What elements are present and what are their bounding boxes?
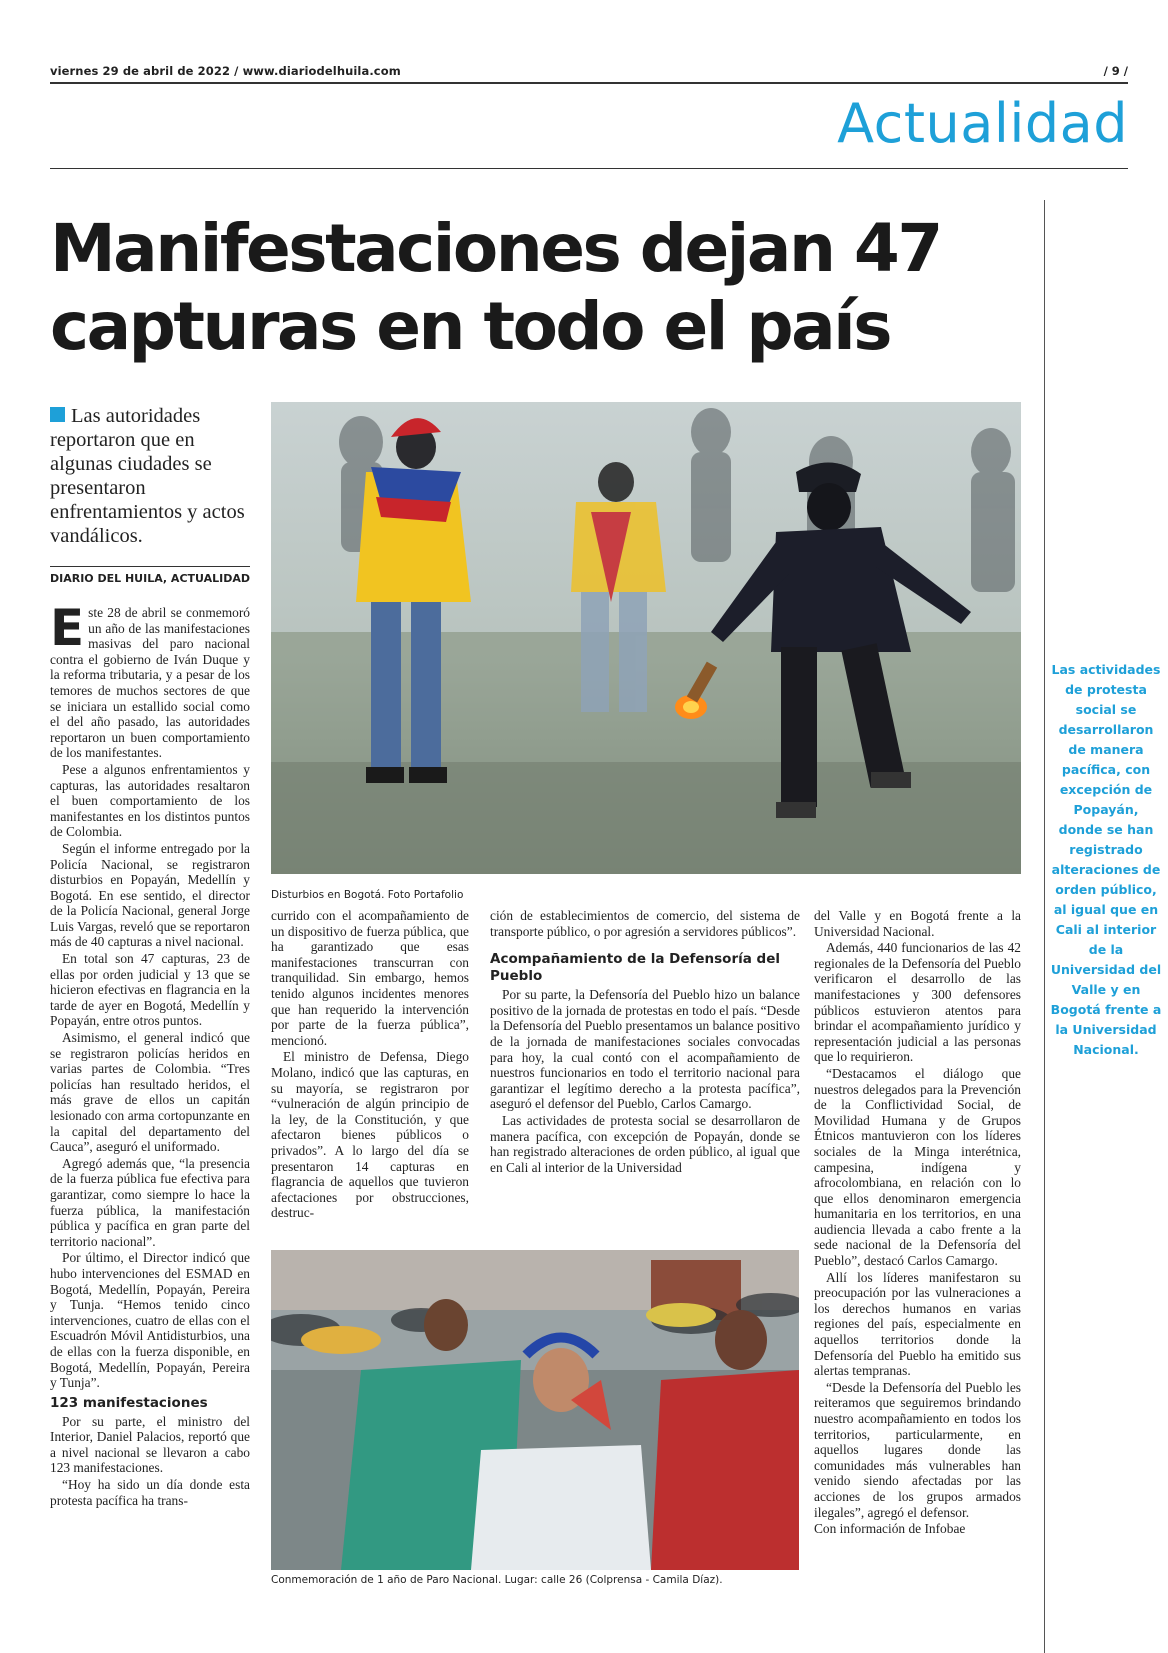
paragraph: ción de establecimientos de comercio, del sistema de transporte público, o por agresión a servidores públicos”.: [490, 908, 800, 939]
article-column-4: [814, 908, 1021, 1538]
issue-date-and-site: viernes 29 de abril de 2022 / www.diariodelhuila.com: [50, 64, 401, 78]
paragraph: “Hoy ha sido un día donde esta protesta pacífica ha trans-: [50, 1477, 250, 1508]
article-column-3: [490, 908, 800, 1176]
paragraph: Las actividades de protesta social se desarrollaron de manera pacífica, con excepción de Popayán, donde se han registrado alteraciones de orden público, al igual que en Cali al interior de la Universidad: [490, 1112, 800, 1175]
paragraph: “Desde la Defensoría del Pueblo les reiteramos que seguiremos brindando nuestro acompañamiento en todos los territorios, particularmente, en aquellos lugares donde las comunidades más vulnerables han venido siendo afectadas por las acciones de los grupos armados ilegales”, agregó el defensor.: [814, 1379, 1021, 1520]
subheading: Acompañamiento de la Defensoría del Pueblo: [490, 951, 780, 985]
commemoration-photo-illustration: [271, 1250, 799, 1570]
paragraph: Además, 440 funcionarios de las 42 regionales de la Defensoría del Pueblo verificaron el desarrollo de las manifestaciones y 300 defensores públicos estuvieron atentos para brindar el acompañamiento jurídico y representación judicial a las personas que lo requirieron.: [814, 940, 1021, 1065]
paragraph: Agregó además que, “la presencia de la fuerza pública fue efectiva para garantizar, como siempre lo hace la fuerza pública, la manifestación pública y pacífica en gran parte del territorio nacional”.: [50, 1155, 250, 1249]
paragraph: Este 28 de abril se conmemoró un año de las manifestaciones masivas del paro nacional contra el gobierno de Iván Duque y la reforma tributaria, y a pesar de los temores de muchos sectores de que se iniciara un estallido social como el del año pasado, las autoridades reportaron un buen comportamiento de los manifestantes.: [50, 599, 250, 761]
section-title: Actualidad: [837, 92, 1128, 155]
riot-photo: [271, 402, 1021, 874]
headline: [50, 210, 1040, 366]
paragraph: Por su parte, el ministro del Interior, Daniel Palacios, reportó que a nivel nacional se llevaron a cabo 123 manifestaciones.: [50, 1413, 250, 1476]
lead-rule: [50, 566, 250, 567]
subheading: 123 manifestaciones: [50, 1394, 208, 1411]
headline-line-2: capturas en todo el país: [50, 288, 891, 365]
paragraph: Allí los líderes manifestaron su preocupación por las vulneraciones a los derechos humanos en varias regiones del país, especialmente en aquellos territorios donde la Defensoría del Pueblo ha emitido sus alertas tempranas.: [814, 1269, 1021, 1379]
lead-text: Las autoridades reportaron que en algunas ciudades se presentaron enfrentamientos y actos vandálicos.: [50, 405, 245, 547]
section-rule: [50, 168, 1128, 169]
pull-quote: Las actividades de protesta social se desarrollaron de manera pacífica, con excepción de Popayán, donde se han registrado alteraciones de orden público, al igual que en Cali al interior de la Universidad del Valle y en Bogotá frente a la Universidad Nacional.: [1050, 662, 1162, 1057]
page-number: / 9 /: [1103, 64, 1128, 78]
drop-cap: E: [50, 599, 85, 657]
paragraph: Con información de Infobae: [814, 1521, 966, 1537]
lead-square-icon: [50, 407, 65, 422]
photo-caption: Disturbios en Bogotá. Foto Portafolio: [271, 889, 464, 901]
article-column-1: [50, 599, 250, 1509]
paragraph: “Destacamos el diálogo que nuestros delegados para la Prevención de la Conflictividad Social, de Movilidad Humana y de Grupos Étnicos mantuvieron con los líderes sociales de la Minga interétnica, campesina, indígena y afrocolombiana, en relación con lo que ellos denominaron emergencia humanitaria en los territorios, en una audiencia llevada a cabo frente a la sede nacional de la Defensoría del Pueblo”, destacó Carlos Camargo.: [814, 1065, 1021, 1269]
paragraph: currido con el acompañamiento de un dispositivo de fuerza pública, que ha garantizado que esas manifestaciones transcurran con tranquilidad. Sin embargo, hemos tenido algunos incidentes menores que han requerido la intervención por parte de la fuerza pública”, mencionó.: [271, 908, 469, 1048]
headline-line-1: Manifestaciones dejan 47: [50, 210, 941, 287]
photo-caption: Conmemoración de 1 año de Paro Nacional. Lugar: calle 26 (Colprensa - Camila Díaz).: [271, 1574, 723, 1586]
paragraph: Pese a algunos enfrentamientos y capturas, las autoridades resaltaron el buen comportamiento de los manifestantes en los distintos puntos de Colombia.: [50, 761, 250, 840]
byline: DIARIO DEL HUILA, ACTUALIDAD: [50, 572, 251, 585]
paragraph: En total son 47 capturas, 23 de ellas por orden judicial y 13 que se hicieron efectivas en flagrancia en la tarde de ayer en Bogotá, Medellín y Popayán, entre otros puntos.: [50, 951, 250, 1029]
riot-photo-illustration: [271, 402, 1021, 874]
article-column-2: [271, 908, 469, 1222]
header-rule: [50, 82, 1128, 84]
paragraph: Asimismo, el general indicó que se registraron policías heridos en varias partes de Colombia. “Tres policías han resultado heridos, el más grave de ellos un capitán lesionado con arma cortopunzante en la capital del departamento del Cauca”, aseguró el uniformado.: [50, 1030, 250, 1155]
paragraph: Por último, el Director indicó que hubo intervenciones del ESMAD en Bogotá, Medellín, Popayán, Pereira y Tunja. “Hemos tenido cinco intervenciones, cuatro de ellas con el Escuadrón Móvil Antidisturbios, una de ellas con la fuerza disponible, en Bogotá, Medellín, Popayán, Pereira y Tunja”.: [50, 1250, 250, 1391]
paragraph: Por su parte, la Defensoría del Pueblo hizo un balance positivo de la jornada de protestas en todo el país. “Desde la Defensoría del Pueblo presentamos un balance positivo de la jornada de manifestaciones sociales convocadas para hoy, la cual contó con el acompañamiento de nuestros funcionarios en todo el territorio nacional para garantizar el legítimo derecho a la protesta pacífica”, aseguró el defensor del Pueblo, Carlos Camargo.: [490, 987, 800, 1112]
sidebar-divider: [1044, 200, 1045, 1653]
lead-summary: [50, 404, 250, 548]
commemoration-photo: [271, 1250, 799, 1570]
paragraph: del Valle y en Bogotá frente a la Universidad Nacional.: [814, 908, 1021, 939]
paragraph: Según el informe entregado por la Policía Nacional, se registraron disturbios en Popayán, Medellín y Bogotá. En ese sentido, el director de la Policía Nacional, general Jorge Luis Vargas, reveló que se reportaron más de 40 capturas a nivel nacional.: [50, 840, 250, 950]
paragraph: El ministro de Defensa, Diego Molano, indicó que las capturas, en su mayoría, se registraron por “vulneración de algún principio de la ley, de la Constitución, y que afectaron bienes públicos o privados”. A lo largo del día se presentaron 14 capturas en flagrancia de aquellos que tuvieron afectaciones por obstrucciones, destruc-: [271, 1049, 469, 1221]
